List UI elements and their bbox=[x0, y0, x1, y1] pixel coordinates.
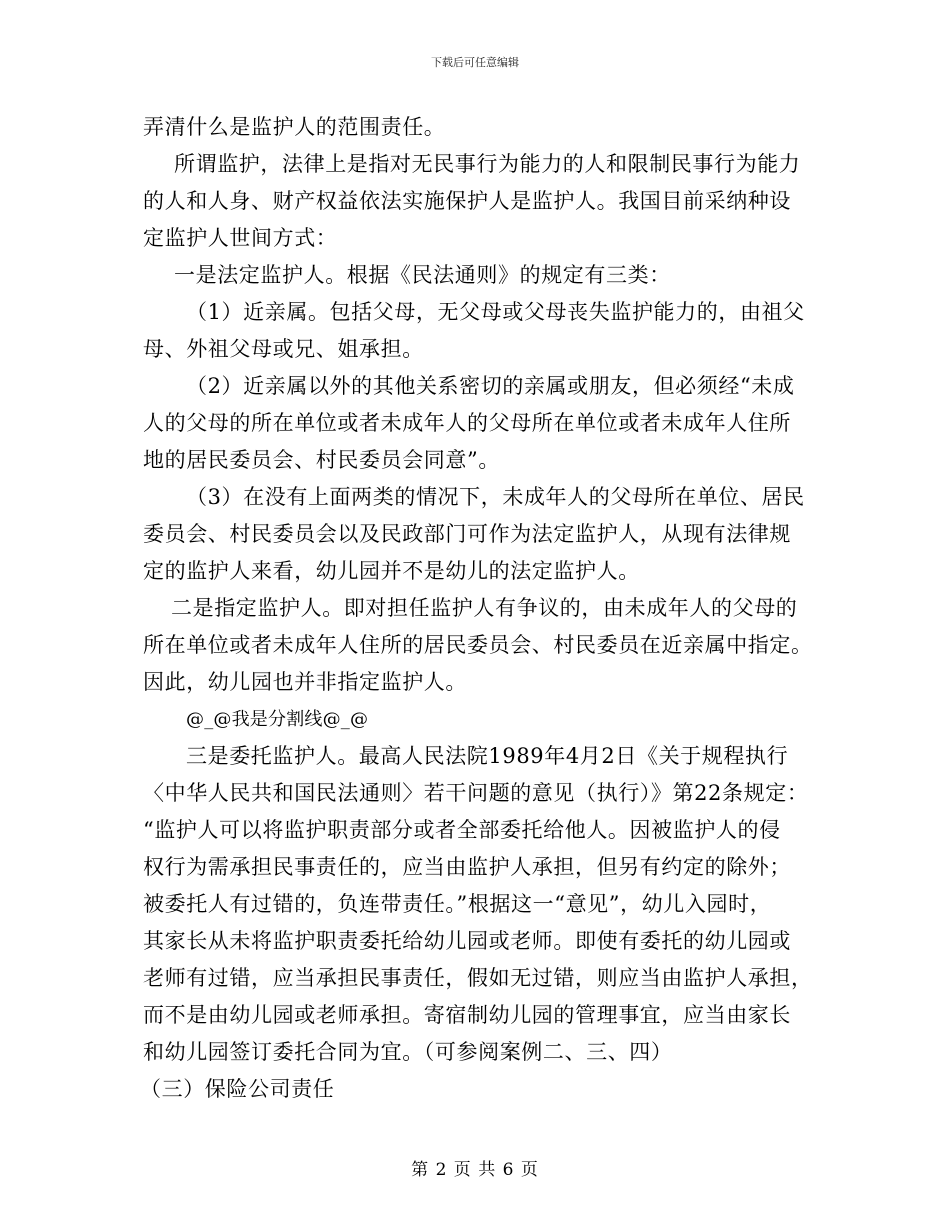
paragraph-line: 母、外祖父母或兄、姐承担。 bbox=[143, 337, 424, 361]
paragraph-line: 权行为需承担民事责任的，应当由监护人承担，但另有约定的除外； bbox=[143, 855, 791, 879]
paragraph-line: 三是委托监护人。最高人民法院1989年4月2日《关于规程执行 bbox=[186, 744, 789, 768]
paragraph-line: 地的居民委员会、村民委员会同意”。 bbox=[143, 448, 500, 472]
paragraph-line: 的人和人身、财产权益依法实施保护人是监护人。我国目前采纳种设 bbox=[143, 189, 791, 213]
paragraph-line: 所谓监护，法律上是指对无民事行为能力的人和限制民事行为能力 bbox=[174, 152, 801, 176]
paragraph-line: 其家长从未将监护职责委托给幼儿园或老师。即使有委托的幼儿园或 bbox=[143, 929, 791, 953]
paragraph-line: 定的监护人来看，幼儿园并不是幼儿的法定监护人。 bbox=[143, 559, 640, 583]
paragraph-line: 委员会、村民委员会以及民政部门可作为法定监护人，从现有法律规 bbox=[143, 522, 791, 546]
page-header: 下载后可任意编辑 bbox=[431, 56, 519, 69]
divider-text: @_@我是分割线@_@ bbox=[186, 709, 369, 730]
paragraph-line: （1）近亲属。包括父母，无父母或父母丧失监护能力的，由祖父 bbox=[186, 300, 805, 324]
paragraph-line: 一是法定监护人。根据《民法通则》的规定有三类： bbox=[174, 263, 671, 287]
paragraph-line: （3）在没有上面两类的情况下，未成年人的父母所在单位、居民 bbox=[186, 485, 805, 509]
paragraph-line: 〈中华人民共和国民法通则〉若干问题的意见（执行）》第22条规定： bbox=[143, 781, 809, 805]
section-heading: （三）保险公司责任 bbox=[140, 1077, 335, 1101]
paragraph-line: 二是指定监护人。即对担任监护人有争议的，由未成年人的父母的 bbox=[171, 596, 798, 620]
paragraph-line: 因此，幼儿园也并非指定监护人。 bbox=[143, 670, 467, 694]
paragraph-line: 弄清什么是监护人的范围责任。 bbox=[143, 115, 446, 139]
paragraph-line: 和幼儿园签订委托合同为宜。（可参阅案例二、三、四） bbox=[143, 1040, 673, 1064]
paragraph-line: 人的父母的所在单位或者未成年人的父母所在单位或者未成年人住所 bbox=[143, 411, 791, 435]
paragraph-line: 而不是由幼儿园或老师承担。寄宿制幼儿园的管理事宜，应当由家长 bbox=[143, 1003, 791, 1027]
paragraph-line: 老师有过错，应当承担民事责任，假如无过错，则应当由监护人承担， bbox=[143, 966, 813, 990]
paragraph-line: “监护人可以将监护职责部分或者全部委托给他人。因被监护人的侵 bbox=[143, 818, 781, 842]
paragraph-line: （2）近亲属以外的其他关系密切的亲属或朋友，但必须经“未成 bbox=[186, 374, 795, 398]
page-footer: 第 2 页 共 6 页 bbox=[411, 1160, 539, 1180]
paragraph-line: 被委托人有过错的，负连带责任。”根据这一“意见”，幼儿入园时， bbox=[143, 892, 772, 916]
paragraph-line: 所在单位或者未成年人住所的居民委员会、村民委员在近亲属中指定。 bbox=[143, 633, 813, 657]
paragraph-line: 定监护人世间方式： bbox=[143, 226, 338, 250]
